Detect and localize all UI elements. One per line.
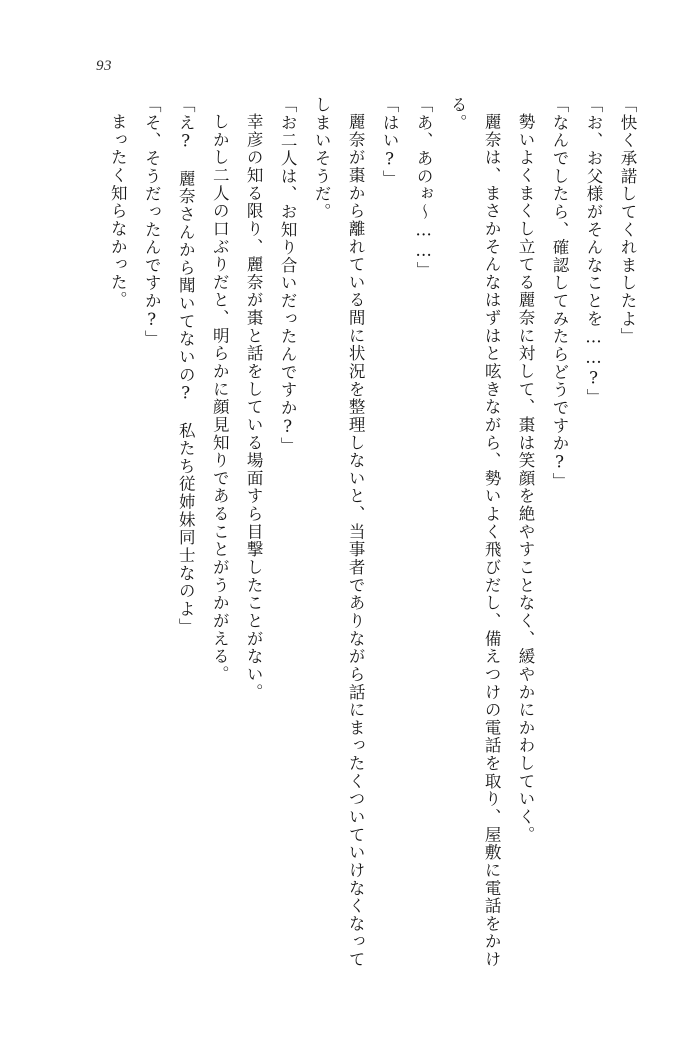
paragraph: 勢いよくまくし立てる麗奈に対して、棗は笑顔を絶やすことなく、緩やかにかわしていく。: [516, 112, 536, 844]
paragraph: 「はい?」: [380, 96, 400, 188]
paragraph: 「そ、そうだったんですか?」: [142, 96, 162, 348]
paragraph: 「え? 麗奈さんから聞いてないの? 私たち従姉妹同士なのよ」: [176, 96, 196, 636]
paragraph: 「あ、あのぉ～……」: [414, 96, 434, 280]
paragraph: 麗奈が棗から離れている間に状況を整理しないと、当事者でありながら話にまったくついていけなくなってしまいそうだ。: [312, 96, 366, 968]
paragraph: 「お、お父様がそんなことを……?」: [584, 96, 604, 407]
paragraph: 「快く承諾してくれましたよ」: [618, 96, 637, 346]
paragraph: まったく知らなかった。: [108, 112, 128, 309]
paragraph: 「なんでしたら、確認してみたらどうですか?」: [550, 96, 570, 491]
paragraph: 幸彦の知る限り、麗奈が棗と話をしている場面すら目撃したことがない。: [244, 112, 264, 701]
vertical-text-body: [84, 96, 644, 976]
paragraph: 「お二人は、お知り合いだったんですか?」: [278, 96, 298, 455]
page-number: 93: [96, 58, 112, 74]
paragraph: しかし二人の口ぶりだと、明らかに顔見知りであることがうかがえる。: [210, 112, 230, 683]
paragraph: 麗奈は、まさかそんなはずはと呟きながら、勢いよく飛びだし、備えつけの電話を取り、屋敷に電話をかける。: [448, 96, 502, 968]
